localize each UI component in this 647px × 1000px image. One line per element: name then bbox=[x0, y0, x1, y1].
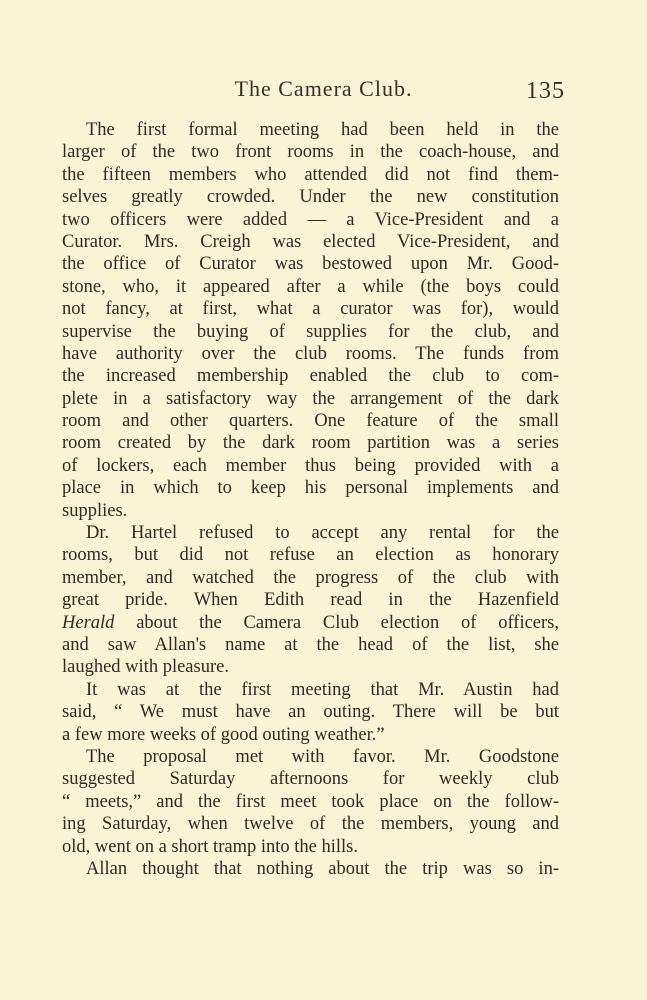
text-line: Curator. Mrs. Creigh was elected Vice-President, and bbox=[62, 231, 559, 252]
text-line: have authority over the club rooms. The funds from bbox=[62, 343, 559, 364]
text-line: “ meets,” and the first meet took place on the follow- bbox=[62, 791, 559, 812]
text-line: the office of Curator was bestowed upon Mr. Good- bbox=[62, 254, 559, 275]
text-line: plete in a satisfactory way the arrangement of the dark bbox=[62, 388, 559, 409]
text-line: room and other quarters. One feature of the small bbox=[62, 411, 559, 432]
text-line: said, “ We must have an outing. There will be but bbox=[62, 702, 559, 723]
text-line: Dr. Hartel refused to accept any rental for the bbox=[86, 523, 559, 544]
text-line-rest: about the Camera Club election of officers, bbox=[114, 612, 559, 633]
text-line: Allan thought that nothing about the trip was so in- bbox=[86, 858, 559, 879]
running-title: The Camera Club. bbox=[234, 76, 413, 101]
text-line: the fifteen members who attended did not find them- bbox=[62, 164, 559, 185]
text-line: It was at the first meeting that Mr. Austin had bbox=[86, 679, 559, 700]
text-line: not fancy, at first, what a curator was for), would bbox=[62, 299, 559, 320]
page-number: 135 bbox=[526, 78, 565, 104]
text-line: member, and watched the progress of the club with bbox=[62, 567, 559, 588]
text-line bbox=[62, 612, 559, 634]
text-line: the increased membership enabled the club to com- bbox=[62, 366, 559, 387]
text-line: rooms, but did not refuse an election as honorary bbox=[62, 545, 559, 566]
text-line: of lockers, each member thus being provided with a bbox=[62, 455, 559, 476]
text-line: laughed with pleasure. bbox=[62, 657, 229, 678]
text-line: supplies. bbox=[62, 500, 128, 521]
text-line: old, went on a short tramp into the hills. bbox=[62, 836, 358, 857]
italic-newspaper-name: Herald bbox=[62, 612, 115, 633]
text-line: two officers were added — a Vice-President and a bbox=[62, 209, 559, 230]
text-line: ing Saturday, when twelve of the members, young and bbox=[62, 814, 559, 835]
text-line: suggested Saturday afternoons for weekly club bbox=[62, 769, 559, 790]
text-line: The proposal met with favor. Mr. Goodstone bbox=[86, 746, 559, 767]
body-text bbox=[62, 119, 559, 880]
text-line: and saw Allan's name at the head of the list, she bbox=[62, 634, 559, 655]
text-line: selves greatly crowded. Under the new constitution bbox=[62, 187, 559, 208]
text-line: place in which to keep his personal implements and bbox=[62, 478, 559, 499]
text-line: larger of the two front rooms in the coach-house, and bbox=[62, 142, 559, 163]
running-head bbox=[0, 72, 647, 106]
text-line: room created by the dark room partition was a series bbox=[62, 433, 559, 454]
text-line: supervise the buying of supplies for the club, and bbox=[62, 321, 559, 342]
text-line: stone, who, it appeared after a while (the boys could bbox=[62, 276, 559, 297]
text-line: great pride. When Edith read in the Hazenfield bbox=[62, 590, 559, 611]
text-line: The first formal meeting had been held in the bbox=[86, 120, 559, 140]
text-line: a few more weeks of good outing weather.” bbox=[62, 724, 385, 745]
